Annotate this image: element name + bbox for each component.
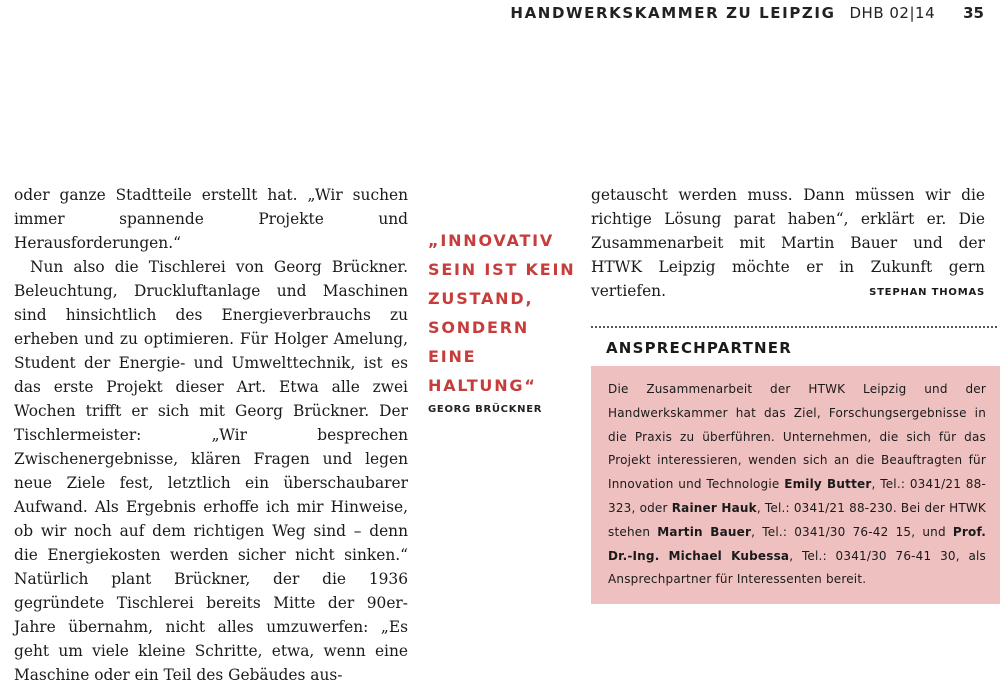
contact-person-name: Rainer Hauk <box>671 500 757 515</box>
article-paragraph: Nun also die Tischlerei von Georg Brückner. Beleuchtung, Druckluftanlage und Maschinen sind hinsichtlich des Energieverbrauchs zu erheben und zu optimieren. Für Holger Amelung, Student der Energie- und Umwelttechnik, ist es das erste Projekt dieser Art. Etwa alle zwei Wochen trifft er sich mit Georg Brückner. Der Tischlermeister: „Wir besprechen Zwischenergebnisse, klären Fragen und legen neue Ziele fest, letztlich ein überschaubarer Aufwand. Als Ergebnis erhoffe ich mir Hinweise, ob wir noch auf dem richtigen Weg sind – denn die Energiekosten werden sicher nicht sinken.“ Natürlich plant Brückner, der die 1936 gegründete Tischlerei bereits Mitte der 90er-Jahre übernahm, nicht alles umzuwerfen: „Es geht um viele kleine Schritte, etwa, wenn eine Maschine oder ein Teil des Gebäudes aus- <box>14 258 408 684</box>
pull-quote-author: GEORG BRÜCKNER <box>428 404 543 415</box>
contact-phone: , Tel.: 0341/30 76-41 30, als Ansprechpartner für Interessenten bereit. <box>608 548 986 587</box>
article-right-column <box>591 183 985 305</box>
article-paragraph-text: getauscht werden muss. Dann müssen wir die richtige Lösung parat haben“, erklärt er. Die Zusammenarbeit mit Martin Bauer und der HTWK Leipzig möchte er in Zukunft gern vertiefen. <box>591 186 985 300</box>
contact-person-name: Martin Bauer <box>657 524 752 539</box>
dotted-divider <box>591 326 997 328</box>
contact-phone: , Tel.: 0341/30 76-42 15, und <box>751 524 953 539</box>
contact-heading: ANSPRECHPARTNER <box>606 339 793 357</box>
contact-person-name: Emily Butter <box>784 477 872 492</box>
contact-person-name: Prof. Dr.-Ing. Michael Kubessa <box>608 524 986 563</box>
article-paragraph: oder ganze Stadtteile erstellt hat. „Wir suchen immer spannende Projekte und Herausforderungen.“ <box>14 186 408 252</box>
author-byline: STEPHAN THOMAS <box>869 287 985 298</box>
article-paragraph <box>591 183 985 303</box>
contact-phone: , Tel.: 0341/21 88-230. Bei der HTWK stehen <box>608 500 986 539</box>
contact-box <box>591 366 1000 604</box>
issue-label: DHB 02|14 <box>849 4 936 22</box>
page-number: 35 <box>963 4 984 22</box>
article-left-column <box>14 183 408 687</box>
publication-organization: HANDWERKSKAMMER ZU LEIPZIG <box>510 4 836 22</box>
page-header <box>510 4 984 26</box>
contact-intro: Die Zusammenarbeit der HTWK Leipzig und der Handwerkskammer hat das Ziel, Forschungsergebnisse in die Praxis zu überführen. Unternehmen, die sich für das Projekt interessieren, wenden sich an die Beauftragten für Innovation und Technologie <box>608 382 986 492</box>
pull-quote <box>428 226 578 415</box>
contact-phone: , Tel.: 0341/21 88-323, oder <box>608 477 986 515</box>
pull-quote-text: „INNOVATIV SEIN IST KEIN ZUSTAND, SONDERN EINE HALTUNG“ <box>428 231 576 395</box>
